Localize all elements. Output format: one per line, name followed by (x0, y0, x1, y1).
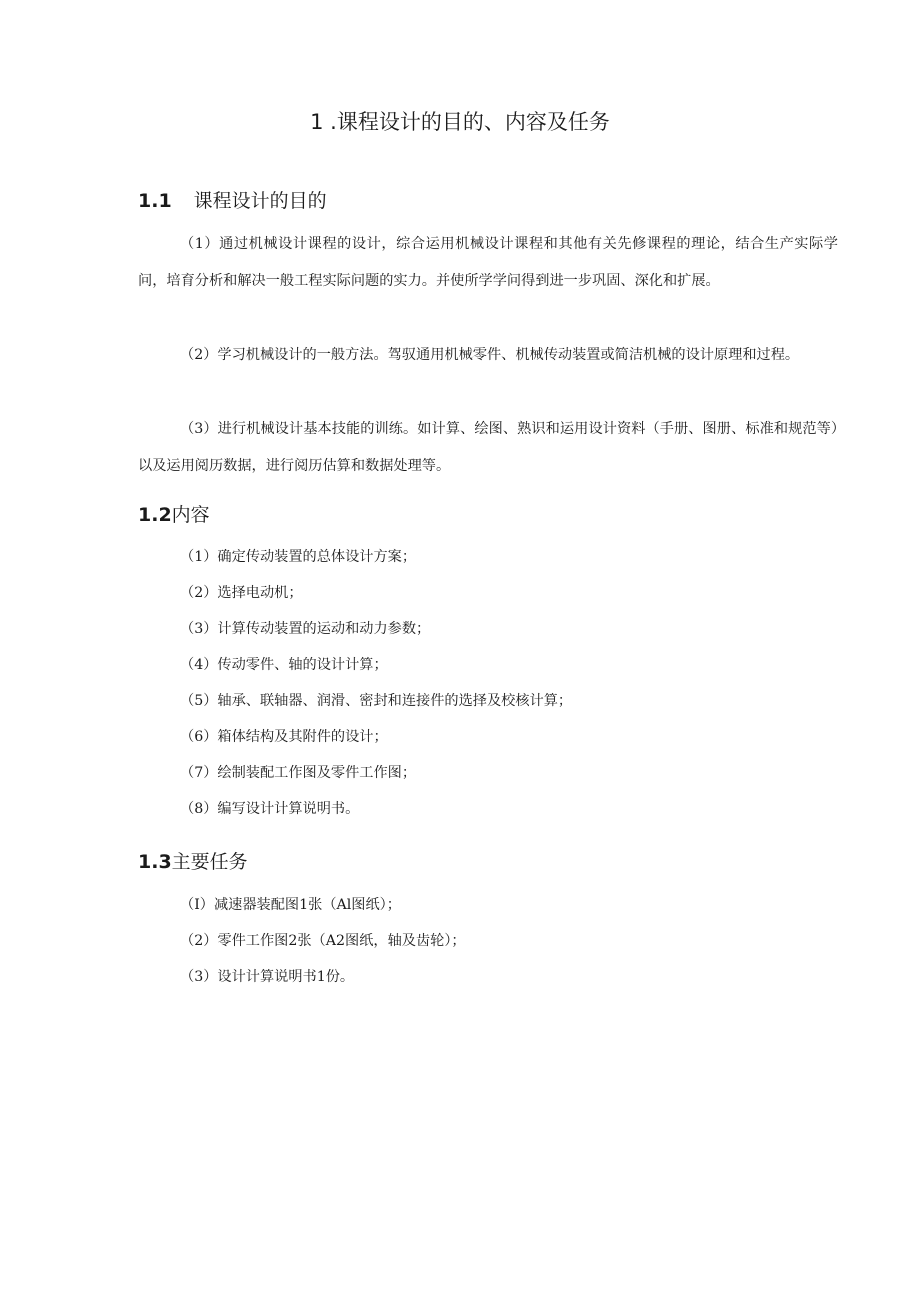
task-item-1: （I）减速器装配图1张（Al图纸）； (180, 897, 401, 913)
content-item-8: （8）编写设计计算说明书。 (180, 801, 360, 817)
section-1-1-number: 1.1 (138, 190, 172, 212)
section-1-1-paragraph-3: （3）进行机械设计基本技能的训练。如计算、绘图、熟识和运用设计资料（手册、图册、标准和规范等）以及运用阅历数据，进行阅历估算和数据处理等。 (138, 421, 838, 474)
content-item-3: （3）计算传动装置的运动和动力参数； (180, 621, 431, 637)
section-1-2-title: 内容 (171, 504, 210, 526)
section-1-3-number: 1.3 (138, 851, 172, 873)
content-item-6: （6）箱体结构及其附件的设计； (180, 729, 388, 745)
section-1-1-paragraph-2: （2）学习机械设计的一般方法。驾驭通用机械零件、机械传动装置或简洁机械的设计原理和过程。 (180, 347, 800, 363)
task-item-3: （3）设计计算说明书1份。 (180, 969, 355, 985)
content-item-1: （1）确定传动装置的总体设计方案； (180, 549, 417, 565)
section-1-2-heading (138, 501, 210, 529)
content-item-4: （4）传动零件、轴的设计计算； (180, 657, 388, 673)
section-1-3-heading (138, 848, 248, 876)
section-1-3-title: 主要任务 (171, 851, 248, 873)
section-1-1-paragraph-1: （1）通过机械设计课程的设计，综合运用机械设计课程和其他有关先修课程的理论，结合生产实际学问，培育分析和解决一般工程实际问题的实力。并使所学学问得到进一步巩固、深化和扩展。 (138, 236, 838, 289)
content-item-2: （2）选择电动机； (180, 585, 303, 601)
section-1-1-heading (138, 187, 327, 215)
content-item-7: （7）绘制装配工作图及零件工作图； (180, 765, 417, 781)
task-item-2: （2）零件工作图2张（A2图纸，轴及齿轮）； (180, 933, 466, 949)
page-title: 1 .课程设计的目的、内容及任务 (310, 110, 610, 134)
content-item-5: （5）轴承、联轴器、润滑、密封和连接件的选择及校核计算； (180, 693, 573, 709)
section-1-1-title: 课程设计的目的 (193, 190, 327, 212)
section-1-2-number: 1.2 (138, 504, 172, 526)
